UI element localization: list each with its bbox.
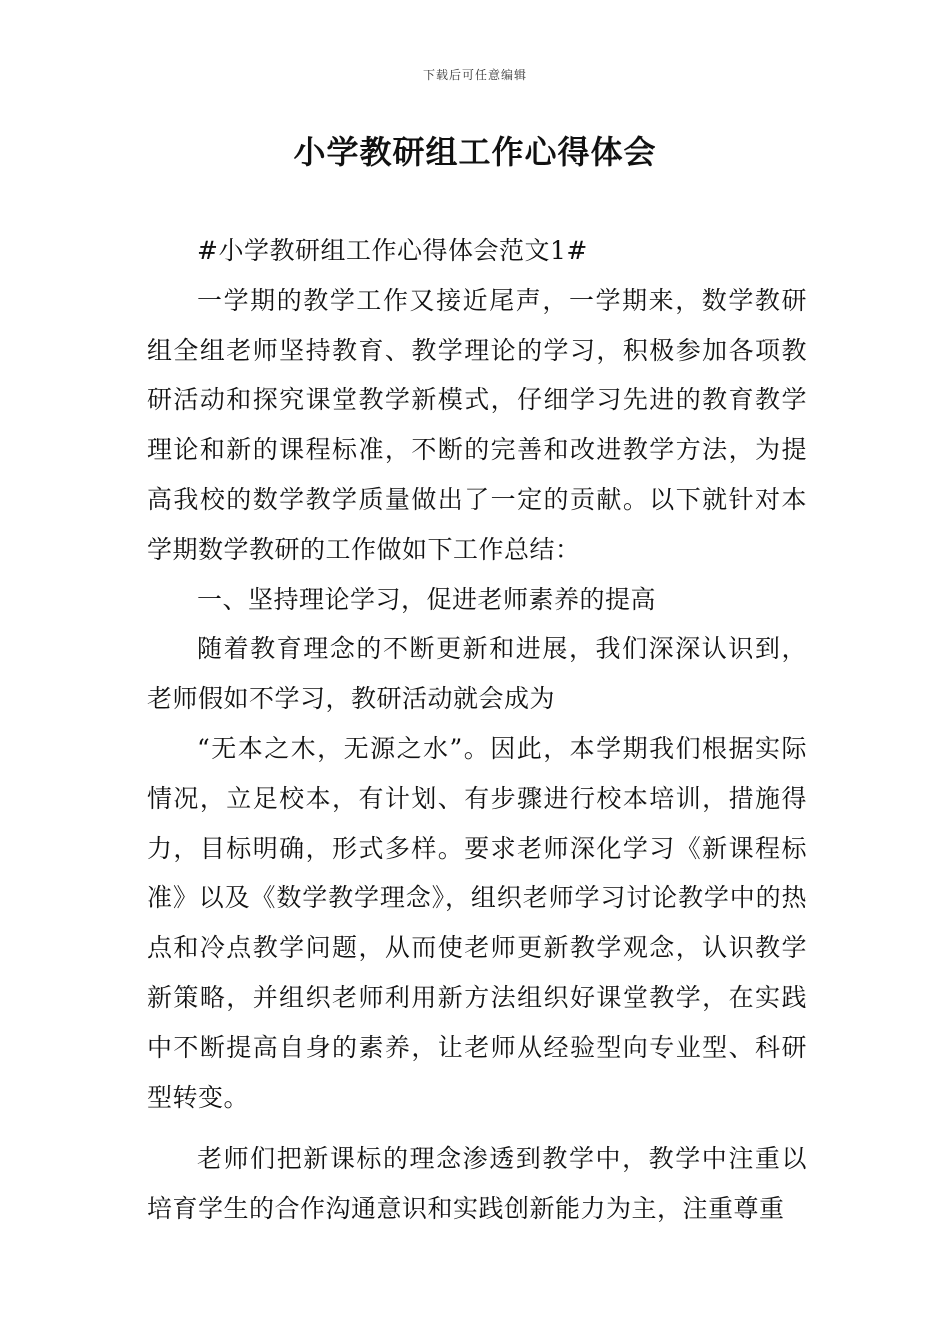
body-paragraph: 一学期的教学工作又接近尾声，一学期来，数学教研组全组老师坚持教育、教学理论的学习，积极参加各项教研活动和探究课堂教学新模式，仔细学习先进的教育教学理论和新的课程标准，不断的完善和改进教学方法，为提高我校的数学教学质量做出了一定的贡献。以下就针对本学期数学教研的工作做如下工作总结：	[147, 285, 807, 564]
body-paragraph: 随着教育理念的不断更新和进展，我们深深认识到，老师假如不学习，教研活动就会成为	[147, 634, 807, 714]
document-body	[147, 226, 807, 1234]
document-title: 小学教研组工作心得体会	[293, 133, 657, 171]
section-heading: #小学教研组工作心得体会范文1#	[197, 236, 588, 265]
page-header-note: 下载后可任意编辑	[422, 68, 527, 82]
body-paragraph: 老师们把新课标的理念渗透到教学中，教学中注重以培育学生的合作沟通意识和实践创新能力为主，注重尊重	[147, 1144, 807, 1224]
subsection-heading: 一、坚持理论学习，促进老师素养的提高	[197, 584, 657, 614]
body-paragraph: “无本之木，无源之水”。因此，本学期我们根据实际情况，立足校本，有计划、有步骤进行校本培训，措施得力，目标明确，形式多样。要求老师深化学习《新课程标准》以及《数学教学理念》，组织老师学习讨论教学中的热点和冷点教学问题，从而使老师更新教学观念，认识教学新策略，并组织老师利用新方法组织好课堂教学，在实践中不断提高自身的素养，让老师从经验型向专业型、科研型转变。	[147, 733, 807, 1112]
